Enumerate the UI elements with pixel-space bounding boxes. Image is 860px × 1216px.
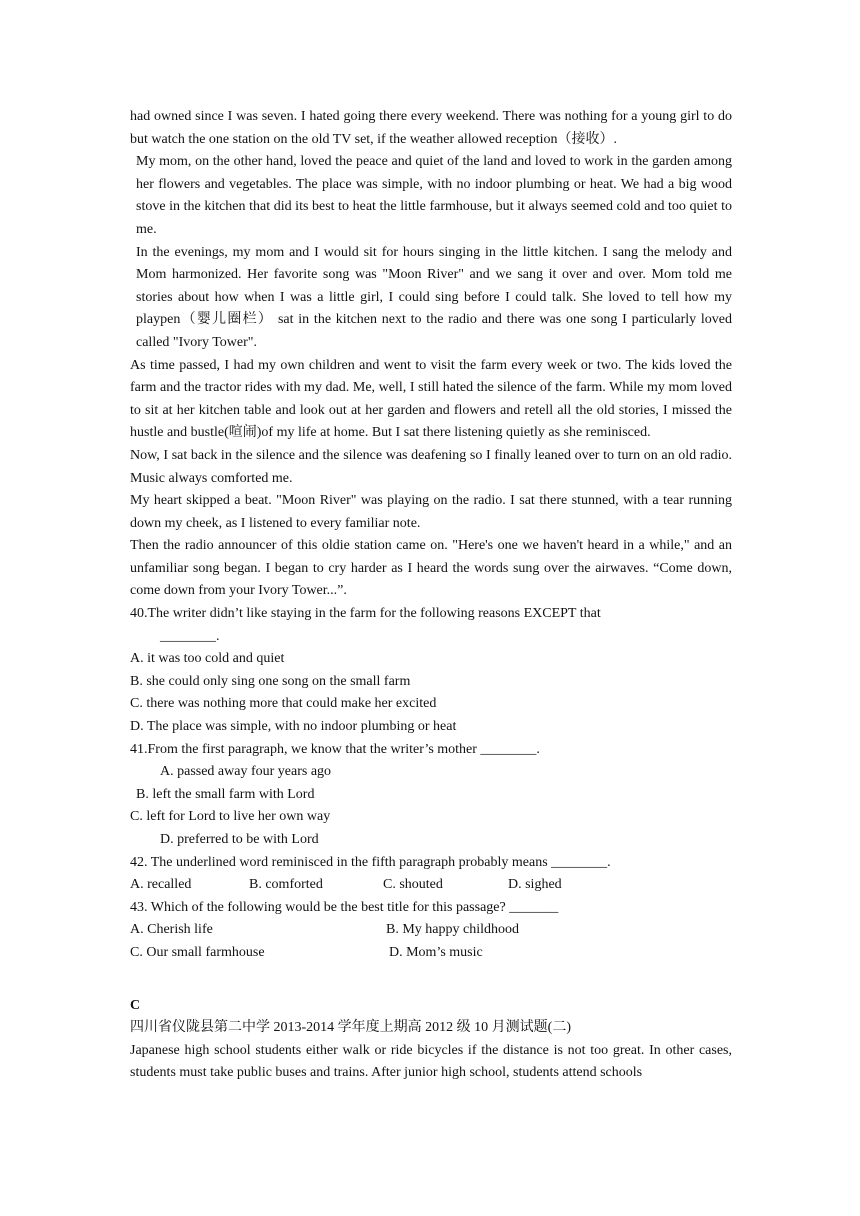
section-heading: C	[130, 997, 141, 1013]
question-43-option-a: A. Cherish life	[130, 922, 213, 938]
question-41-option-a: A. passed away four years ago	[160, 764, 332, 780]
question-40-option-c: C. there was nothing more that could make her excited	[130, 696, 437, 712]
passage-paragraph: As time passed, I had my own children and went to visit the farm every week or two. The kids loved the farm and the tractor rides with my dad. Me, well, I still hated the silence of the farm. While my mom loved to sit at her kitchen table and look out at her garden and flowers and retell all the old stories, I missed the hustle and bustle(喧闹)of my life at home. But I sat there listening quietly as she reminisced.	[130, 357, 732, 441]
question-43-option-d: D. Mom’s music	[389, 944, 483, 960]
question-40-option-b: B. she could only sing one song on the small farm	[130, 673, 411, 689]
question-42-option-c: C. shouted	[383, 877, 443, 893]
question-41-option-b: B. left the small farm with Lord	[136, 786, 315, 802]
question-42-option-b: B. comforted	[249, 877, 323, 893]
passage-paragraph: My heart skipped a beat. "Moon River" was playing on the radio. I sat there stunned, with a tear running down my cheek, as I listened to every familiar note.	[130, 493, 732, 531]
question-43-options-row2	[130, 942, 732, 965]
question-40-option-d: D. The place was simple, with no indoor plumbing or heat	[130, 719, 457, 735]
document-page	[130, 106, 732, 1085]
section-source: 四川省仪陇县第二中学 2013-2014 学年度上期高 2012 级 10 月测试题(二)	[130, 1020, 571, 1036]
question-41-stem: 41.From the first paragraph, we know that the writer’s mother ________.	[130, 741, 540, 757]
question-41-option-c: C. left for Lord to live her own way	[130, 809, 331, 825]
passage-paragraph: In the evenings, my mom and I would sit for hours singing in the little kitchen. I sang the melody and Mom harmonized. Her favorite song was "Moon River" and we sang it over and over. Mom told me stories about how when I was a little girl, I could sing before I could talk. She loved to tell how my playpen（婴儿圈栏） sat in the kitchen next to the radio and there was one song I particularly loved called "Ivory Tower".	[136, 244, 732, 350]
question-42-options	[130, 874, 732, 897]
question-43-option-b: B. My happy childhood	[386, 922, 519, 938]
passage-paragraph: Japanese high school students either walk or ride bicycles if the distance is not too great. In other cases, students must take public buses and trains. After junior high school, students attend schools	[130, 1042, 732, 1081]
question-40-blank: ________.	[160, 628, 220, 644]
passage-paragraph: Now, I sat back in the silence and the silence was deafening so I finally leaned over to turn on an old radio. Music always comforted me.	[130, 447, 732, 486]
passage-paragraph: Then the radio announcer of this oldie station came on. "Here's one we haven't heard in a while," and an unfamiliar song began. I began to cry harder as I heard the words sung over the airwaves. “Come down, come down from your Ivory Tower...”.	[130, 538, 732, 599]
question-43-option-c: C. Our small farmhouse	[130, 944, 265, 960]
question-41-option-d: D. preferred to be with Lord	[160, 832, 319, 847]
question-42-stem: 42. The underlined word reminisced in the fifth paragraph probably means ________.	[130, 854, 611, 870]
question-42-option-d: D. sighed	[508, 877, 562, 893]
question-40-option-a: A. it was too cold and quiet	[130, 651, 285, 667]
question-42-option-a: A. recalled	[130, 877, 192, 893]
question-40-stem: 40.The writer didn’t like staying in the farm for the following reasons EXCEPT that	[130, 606, 601, 622]
passage-paragraph: My mom, on the other hand, loved the peace and quiet of the land and loved to work in the garden among her flowers and vegetables. The place was simple, with no indoor plumbing or heat. We had a big wood stove in the kitchen that did its best to heat the little farmhouse, but it always seemed cold and too quiet to me.	[136, 154, 732, 237]
question-43-stem: 43. Which of the following would be the best title for this passage? _______	[130, 899, 559, 915]
passage-paragraph: had owned since I was seven. I hated going there every weekend. There was nothing for a young girl to do but watch the one station on the old TV set, if the weather allowed reception（接收）.	[130, 109, 732, 147]
question-43-options-row1	[130, 919, 732, 942]
